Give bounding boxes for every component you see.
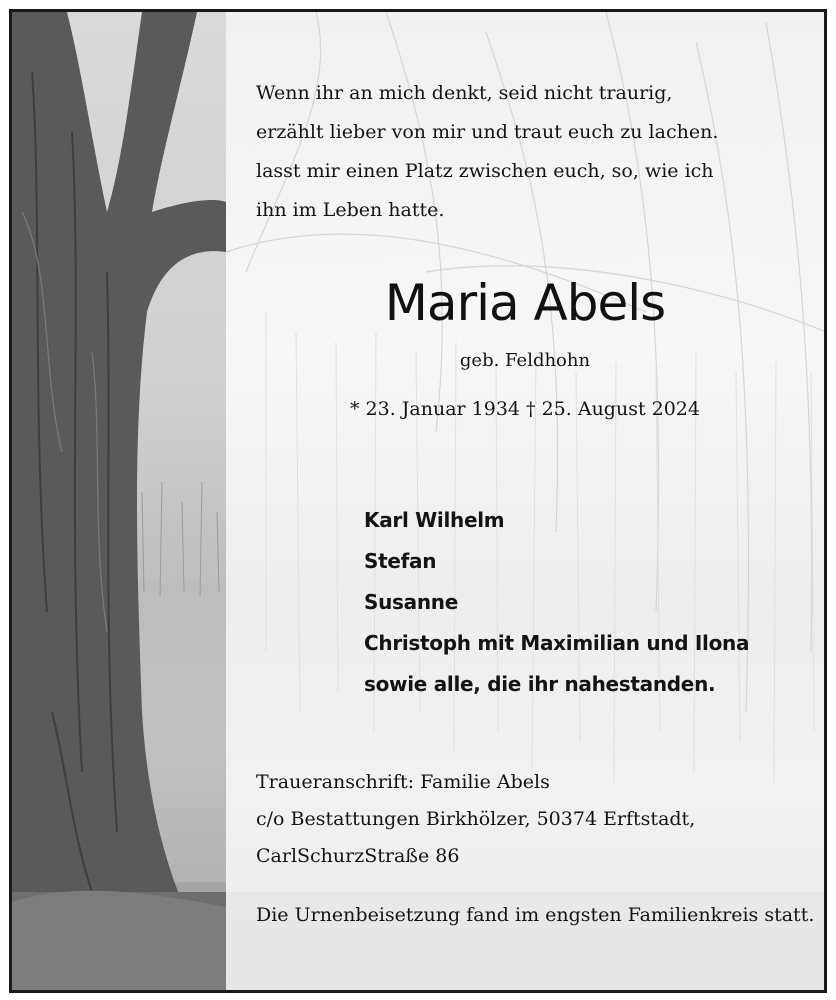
willow-tree-photo — [12, 12, 226, 990]
memorial-poem — [256, 74, 796, 230]
mourner-name: Christoph mit Maximilian und Ilona — [364, 631, 750, 655]
poem-line: lasst mir einen Platz zwischen euch, so, wie ich — [256, 160, 714, 182]
birth-name: geb. Feldhohn — [459, 350, 591, 371]
poem-line: ihn im Leben hatte. — [256, 199, 445, 221]
address-line: CarlSchurzStraße 86 — [256, 845, 460, 867]
mourner-name: Karl Wilhelm — [364, 508, 505, 532]
poem-line: erzählt lieber von mir und traut euch zu lachen. — [256, 121, 719, 143]
mourning-address — [256, 764, 695, 875]
poem-line: Wenn ihr an mich denkt, seid nicht traurig, — [256, 82, 673, 104]
mourner-name: sowie alle, die ihr nahestanden. — [364, 672, 716, 696]
obituary-frame — [9, 9, 827, 993]
life-dates: * 23. Januar 1934 † 25. August 2024 — [350, 398, 700, 420]
mourner-name: Stefan — [364, 549, 437, 573]
address-line: Traueranschrift: Familie Abels — [256, 771, 550, 793]
deceased-name: Maria Abels — [384, 274, 666, 332]
address-line: c/o Bestattungen Birkhölzer, 50374 Erftstadt, — [256, 808, 696, 830]
burial-note: Die Urnenbeisetzung fand im engsten Familienkreis statt. — [256, 904, 815, 926]
mourners-list — [364, 500, 749, 705]
mourner-name: Susanne — [364, 590, 458, 614]
